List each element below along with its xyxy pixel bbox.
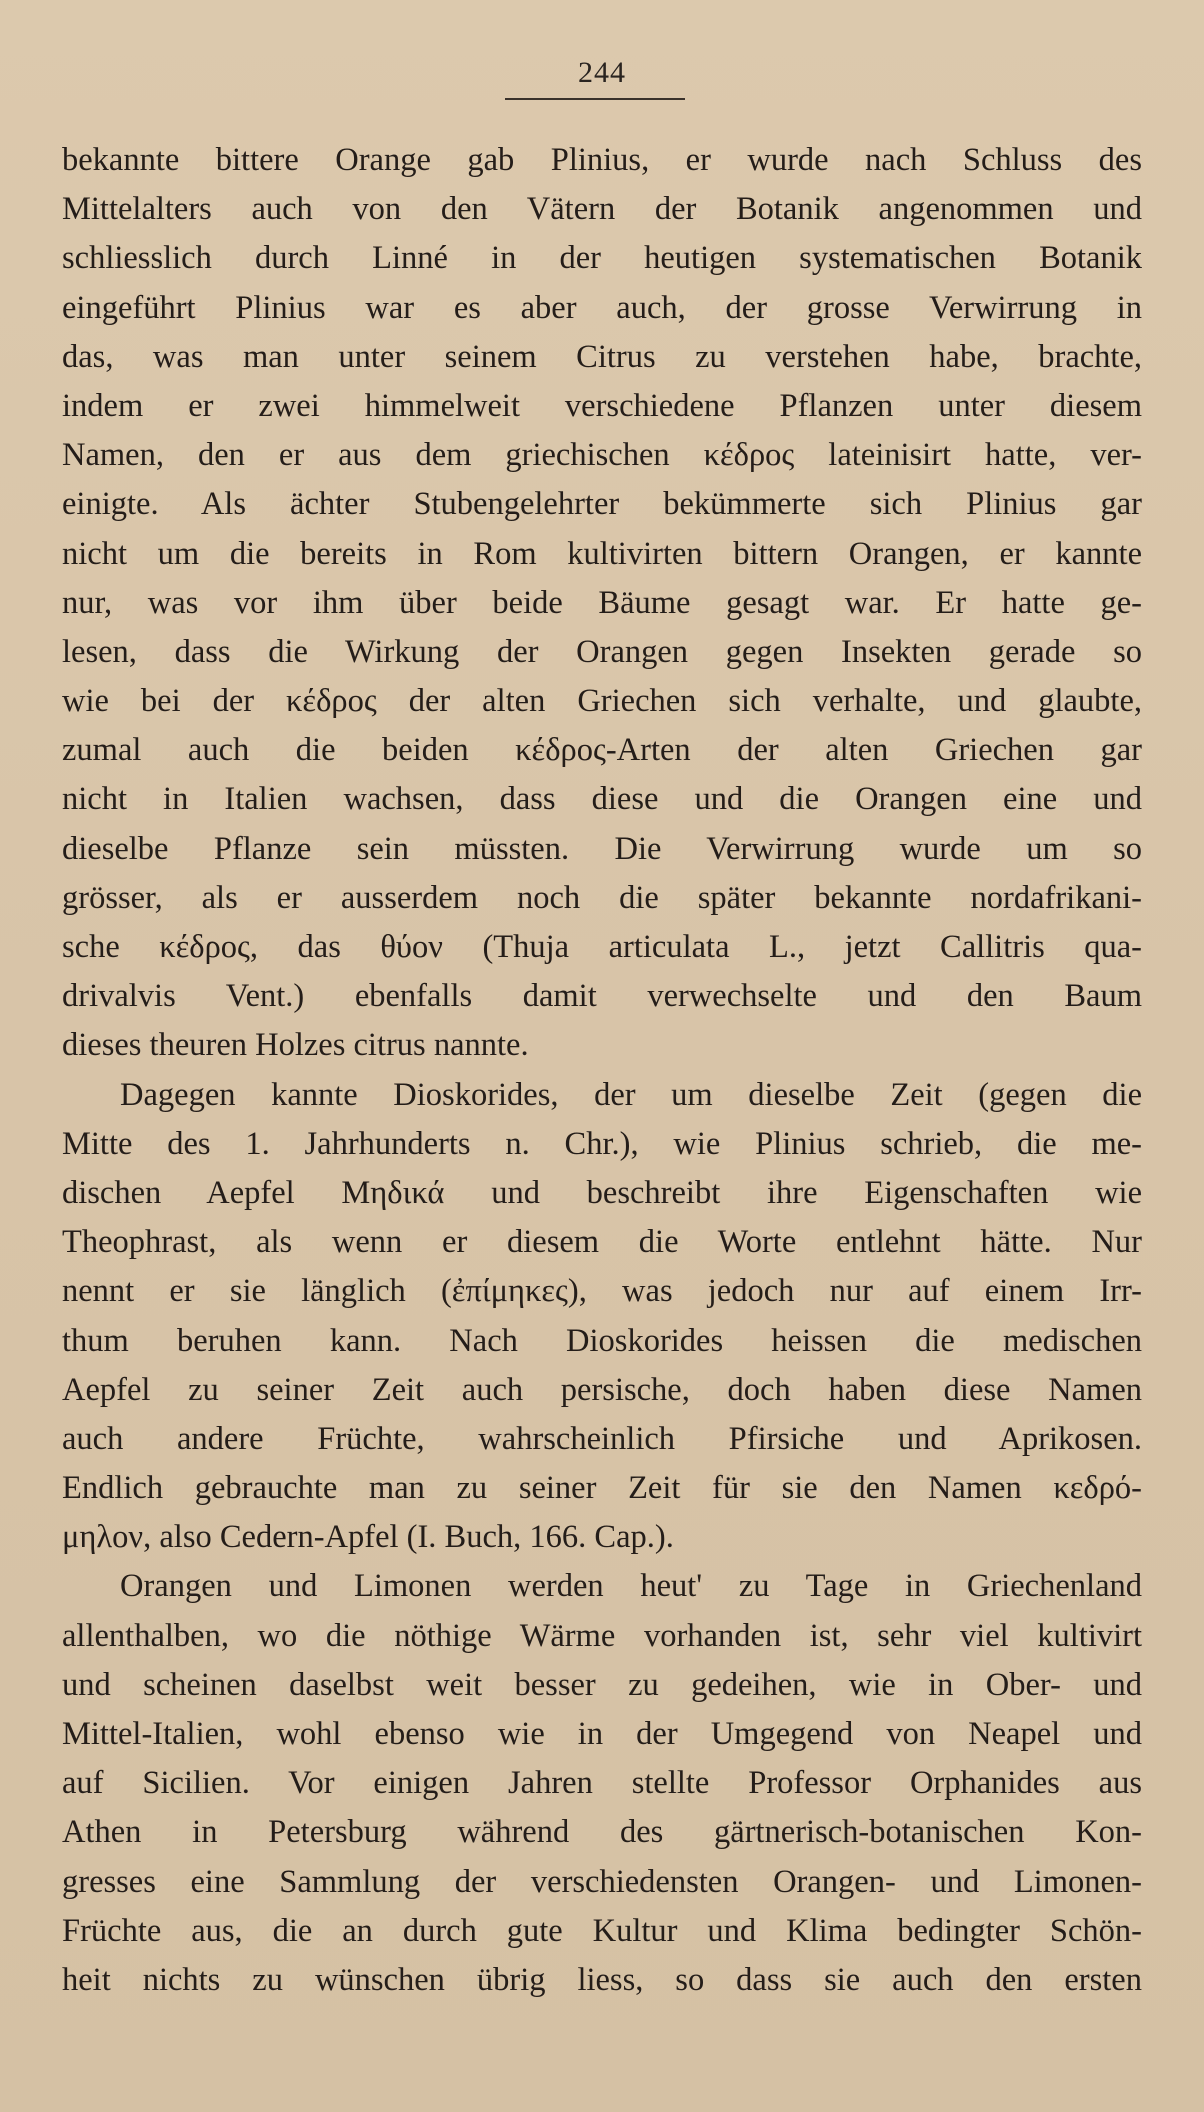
text-line: Früchte aus, die an durch gute Kultur und Klima bedingter Schön- [62, 1912, 1142, 1949]
text-line: Dagegen kannte Dioskorides, der um dieselbe Zeit (gegen die [120, 1076, 1142, 1113]
text-line: Theophrast, als wenn er diesem die Worte entlehnt hätte. Nur [62, 1224, 1142, 1261]
text-line: auch andere Früchte, wahrscheinlich Pfirsiche und Aprikosen. [62, 1420, 1142, 1457]
text-line: μηλον, also Cedern-Apfel (I. Buch, 166. Cap.). [62, 1519, 674, 1556]
text-line: thum beruhen kann. Nach Dioskorides heissen die medischen [62, 1322, 1142, 1359]
text-line: Mittel-Italien, wohl ebenso wie in der Umgegend von Neapel und [62, 1716, 1142, 1752]
text-line: Endlich gebrauchte man zu seiner Zeit für sie den Namen κεδρό- [62, 1470, 1142, 1507]
text-line: dieses theuren Holzes citrus nannte. [62, 1027, 529, 1064]
page-number: 244 [578, 56, 626, 89]
text-line: drivalvis Vent.) ebenfalls damit verwechselte und den Baum [62, 978, 1142, 1015]
text-line: bekannte bittere Orange gab Plinius, er wurde nach Schluss des [62, 142, 1142, 178]
text-line: Aepfel zu seiner Zeit auch persische, doch haben diese Namen [62, 1371, 1142, 1408]
text-line: nicht um die bereits in Rom kultivirten bittern Orangen, er kannte [62, 535, 1142, 572]
text-line: indem er zwei himmelweit verschiedene Pflanzen unter diesem [62, 387, 1142, 424]
text-line: Athen in Petersburg während des gärtnerisch-botanischen Kon- [62, 1814, 1142, 1851]
text-line: schliesslich durch Linné in der heutigen systematischen Botanik [62, 240, 1142, 277]
text-line: grösser, als er ausserdem noch die später bekannte nordafrikani- [62, 879, 1142, 916]
text-line: zumal auch die beiden κέδρος-Arten der alten Griechen gar [62, 732, 1142, 769]
text-line: und scheinen daselbst weit besser zu gedeihen, wie in Ober- und [62, 1666, 1142, 1703]
body-text [62, 136, 1142, 2005]
text-line: Mittelalters auch von den Vätern der Botanik angenommen und [62, 191, 1142, 228]
text-line: nicht in Italien wachsen, dass diese und die Orangen eine und [62, 781, 1142, 818]
text-line: nur, was vor ihm über beide Bäume gesagt war. Er hatte ge- [62, 584, 1142, 621]
text-line: gresses eine Sammlung der verschiedensten Orangen- und Limonen- [62, 1863, 1142, 1900]
text-line: das, was man unter seinem Citrus zu verstehen habe, brachte, [62, 338, 1142, 375]
text-line: Mitte des 1. Jahrhunderts n. Chr.), wie Plinius schrieb, die me- [62, 1125, 1142, 1162]
text-line: heit nichts zu wünschen übrig liess, so dass sie auch den ersten [62, 1961, 1142, 1998]
header-rule [505, 98, 685, 100]
text-line: nennt er sie länglich (ἐπίμηκες), was jedoch nur auf einem Irr- [62, 1273, 1142, 1310]
text-line: dischen Aepfel Μηδικά und beschreibt ihre Eigenschaften wie [62, 1174, 1142, 1211]
text-line: Orangen und Limonen werden heut' zu Tage in Griechenland [120, 1568, 1142, 1605]
text-line: dieselbe Pflanze sein müssten. Die Verwirrung wurde um so [62, 830, 1142, 867]
text-line: einigte. Als ächter Stubengelehrter bekümmerte sich Plinius gar [62, 486, 1142, 523]
text-line: auf Sicilien. Vor einigen Jahren stellte Professor Orphanides aus [62, 1765, 1142, 1802]
text-line: lesen, dass die Wirkung der Orangen gegen Insekten gerade so [62, 633, 1142, 670]
text-line: allenthalben, wo die nöthige Wärme vorhanden ist, sehr viel kultivirt [62, 1617, 1142, 1654]
text-line: eingeführt Plinius war es aber auch, der grosse Verwirrung in [62, 289, 1142, 326]
text-line: sche κέδρος, das θύον (Thuja articulata L., jetzt Callitris qua- [62, 929, 1142, 965]
text-line: wie bei der κέδρος der alten Griechen sich verhalte, und glaubte, [62, 683, 1142, 720]
text-line: Namen, den er aus dem griechischen κέδρος lateinisirt hatte, ver- [62, 437, 1142, 474]
